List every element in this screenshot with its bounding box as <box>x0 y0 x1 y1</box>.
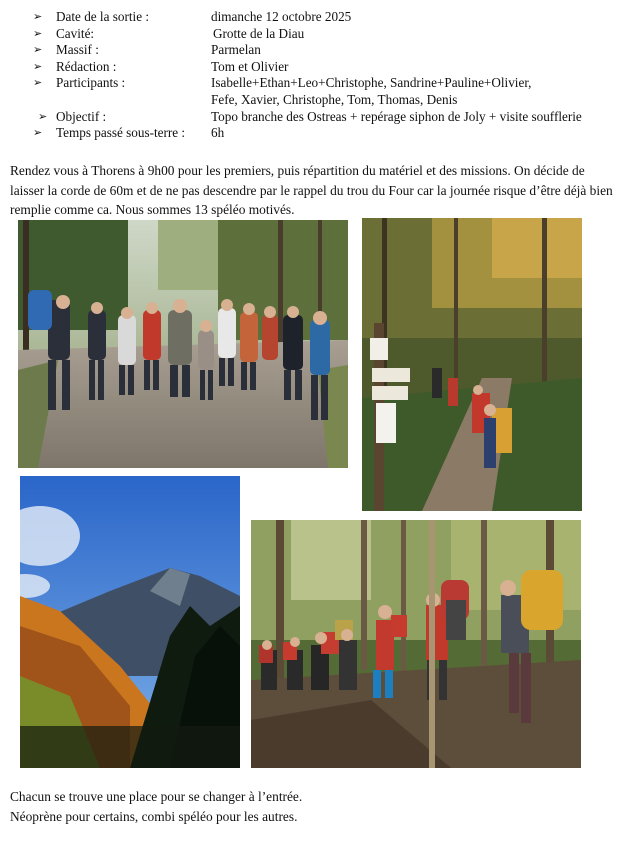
outing-info-list <box>0 9 623 142</box>
date-label: Date de la sortie : <box>56 9 150 24</box>
arrow-bullet-icon: ➢ <box>38 109 48 123</box>
cave-label: Cavité: <box>56 25 95 41</box>
closing-line-1: Chacun se trouve une place pour se changer à l’entrée. <box>10 789 303 804</box>
intro-paragraph: Rendez vous à Thorens à 9h00 pour les premiers, puis répartition du matériel et des missions. On décide de laisser la corde de 60m et de ne pas descendre par le rappel du trou du Four car la journée risque d’être déjà bien remplie comme ca. Nous sommes 13 spéléo motivés. <box>10 163 613 217</box>
massif-label: Massif : <box>56 42 99 58</box>
info-row-objective <box>0 109 623 126</box>
group-photo-forest-track <box>18 220 348 468</box>
participants-value-line2: Fefe, Xavier, Christophe, Tom, Thomas, Denis <box>211 91 458 107</box>
info-row-time <box>0 125 623 142</box>
info-row-cave <box>0 26 623 43</box>
redaction-label: Rédaction : <box>56 58 117 74</box>
cave-value: Grotte de la Diau <box>213 25 305 41</box>
closing-line-2: Néoprène pour certains, combi spéléo pour les autres. <box>10 808 298 824</box>
arrow-bullet-icon: ➢ <box>33 43 43 57</box>
objective-label: Objectif : <box>56 108 107 124</box>
arrow-bullet-icon: ➢ <box>33 59 43 73</box>
info-row-date <box>0 9 623 26</box>
time-value: 6h <box>211 125 225 141</box>
info-row-massif <box>0 42 623 59</box>
closing-paragraph <box>10 787 615 826</box>
arrow-bullet-icon: ➢ <box>33 26 43 40</box>
redaction-value: Tom et Olivier <box>211 58 289 74</box>
massif-value: Parmelan <box>211 42 261 58</box>
objective-value: Topo branche des Ostreas + repérage siphon de Joly + visite soufflerie <box>211 108 582 124</box>
info-row-redaction <box>0 59 623 76</box>
participants-label: Participants : <box>56 75 126 91</box>
info-row-participants <box>0 75 623 108</box>
arrow-bullet-icon: ➢ <box>33 10 43 23</box>
time-label: Temps passé sous-terre : <box>56 125 186 141</box>
mountain-landscape-photo <box>20 476 240 768</box>
arrow-bullet-icon: ➢ <box>33 76 43 90</box>
signpost-trail-photo <box>362 218 582 511</box>
participants-value-line1: Isabelle+Ethan+Leo+Christophe, Sandrine+Pauline+Olivier, <box>211 75 532 91</box>
arrow-bullet-icon: ➢ <box>33 126 43 140</box>
date-value: dimanche 12 octobre 2025 <box>211 9 352 24</box>
hikers-with-bags-photo <box>251 520 581 768</box>
